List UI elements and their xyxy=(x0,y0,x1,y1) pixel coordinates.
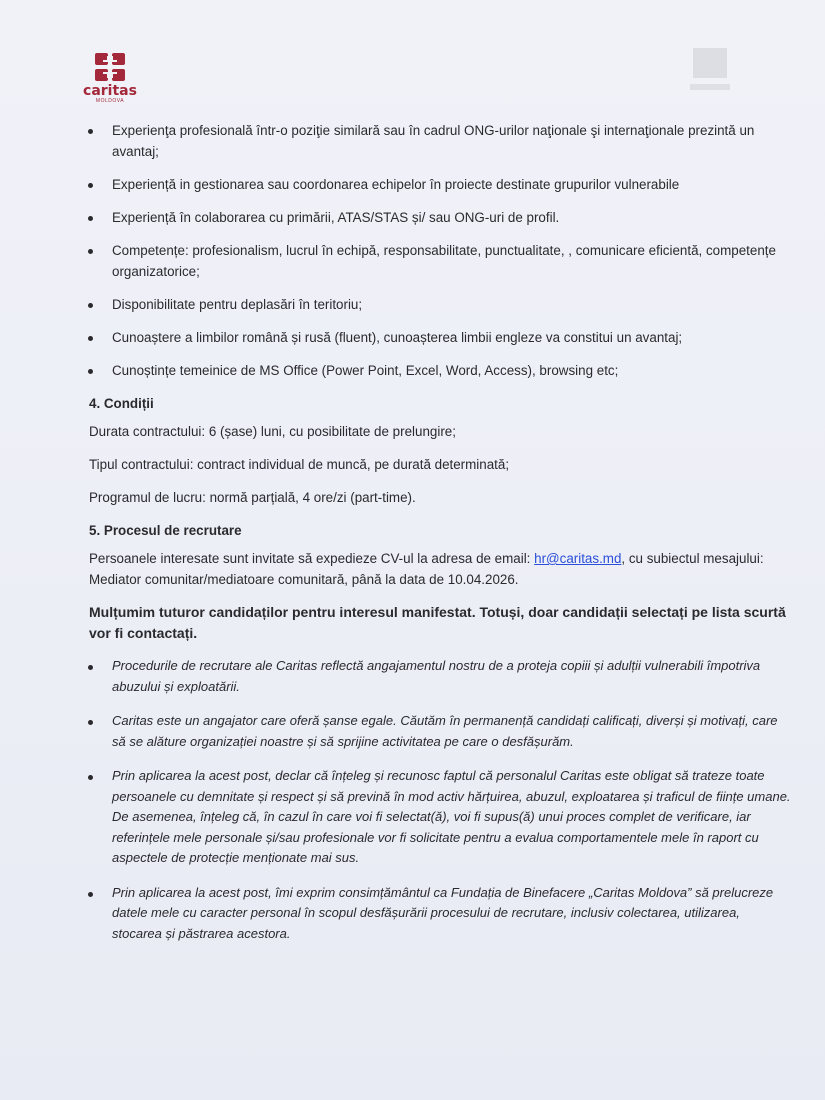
thanks-notice: Mulțumim tuturor candidaților pentru interesul manifestat. Totuși, doar candidații selectați pe lista scurtă vor fi contactați. xyxy=(89,604,786,641)
requirement-item: Experienţa profesională într-o poziţie similară sau în cadrul ONG-urilor naţionale şi internaţionale prezintă un avantaj; xyxy=(88,120,793,162)
statement-item: Prin aplicarea la acest post, îmi exprim consimțământul ca Fundația de Binefacere „Caritas Moldova” să prelucreze datele mele cu caracter personal în scopul desfășurării procesului de recrutare, inclusiv colectarea, utilizarea, stocarea și păstrarea acestora. xyxy=(88,883,793,945)
statement-item: Prin aplicarea la acest post, declar că înțeleg și recunosc faptul că personalul Caritas este obligat să trateze toate persoanele cu demnitate și respect și să prevină în mod activ hărțuirea, abuzul, exploatarea și traficul de ființe umane. De asemenea, înțeleg că, în cazul în care voi fi selectat(ă), voi fi supus(ă) unui proces complet de verificare, iar referințele mele personale și/sau profesionale vor fi solicitate pentru a evalua comportamentele mele în raport cu aspectele de protecție menționate mai sus. xyxy=(88,766,793,869)
requirement-item: Cunoștințe temeinice de MS Office (Power Point, Excel, Word, Access), browsing etc; xyxy=(88,360,793,381)
recruitment-heading: 5. Procesul de recrutare xyxy=(89,523,242,538)
document-body xyxy=(89,120,797,958)
logo-wordmark: caritas xyxy=(83,83,137,99)
requirement-item: Experiență în colaborarea cu primării, ATAS/STAS și/ sau ONG-uri de profil. xyxy=(88,207,793,228)
work-schedule: Programul de lucru: normă parțială, 4 ore/zi (part-time). xyxy=(89,490,416,505)
statements-list xyxy=(92,656,797,944)
requirement-item: Experiență in gestionarea sau coordonarea echipelor în proiecte destinate grupurilor vulnerabile xyxy=(88,174,793,195)
instructions-text-before: Persoanele interesate sunt invitate să expedieze CV-ul la adresa de email: xyxy=(89,551,535,566)
requirement-item: Disponibilitate pentru deplasări în teritoriu; xyxy=(88,294,793,315)
caritas-logo xyxy=(80,52,140,104)
requirements-list xyxy=(92,120,797,381)
requirement-item: Competențe: profesionalism, lucrul în echipă, responsabilitate, punctualitate, , comunicare eficientă, competențe organizatorice; xyxy=(88,240,793,282)
contract-duration: Durata contractului: 6 (șase) luni, cu posibilitate de prelungire; xyxy=(89,424,456,439)
statement-item: Caritas este un angajator care oferă șanse egale. Căutăm în permanență candidați calificați, diverși și motivați, care să se alăture organizației noastre și să sprijine activitatea pe care o desfășurăm. xyxy=(88,711,793,752)
instructions-text-after: , cu subiectul mesajului: Mediator comunitar/mediatoare comunitară, până la data de 10.04.2026. xyxy=(89,551,764,587)
bleed-through-logo xyxy=(690,48,730,98)
recruitment-instructions xyxy=(89,548,797,590)
contract-type: Tipul contractului: contract individual de muncă, pe durată determinată; xyxy=(89,457,510,472)
conditions-heading: 4. Condiții xyxy=(89,396,154,411)
requirement-item: Cunoaștere a limbilor română și rusă (fluent), cunoașterea limbii engleze va constitui un avantaj; xyxy=(88,327,793,348)
caritas-cross-icon xyxy=(94,52,126,82)
email-link[interactable]: hr@caritas.md xyxy=(534,551,622,566)
statement-item: Procedurile de recrutare ale Caritas reflectă angajamentul nostru de a proteja copiii și adulții vulnerabili împotriva abuzului și exploatării. xyxy=(88,656,793,697)
logo-subtitle: MOLDOVA xyxy=(95,98,125,104)
